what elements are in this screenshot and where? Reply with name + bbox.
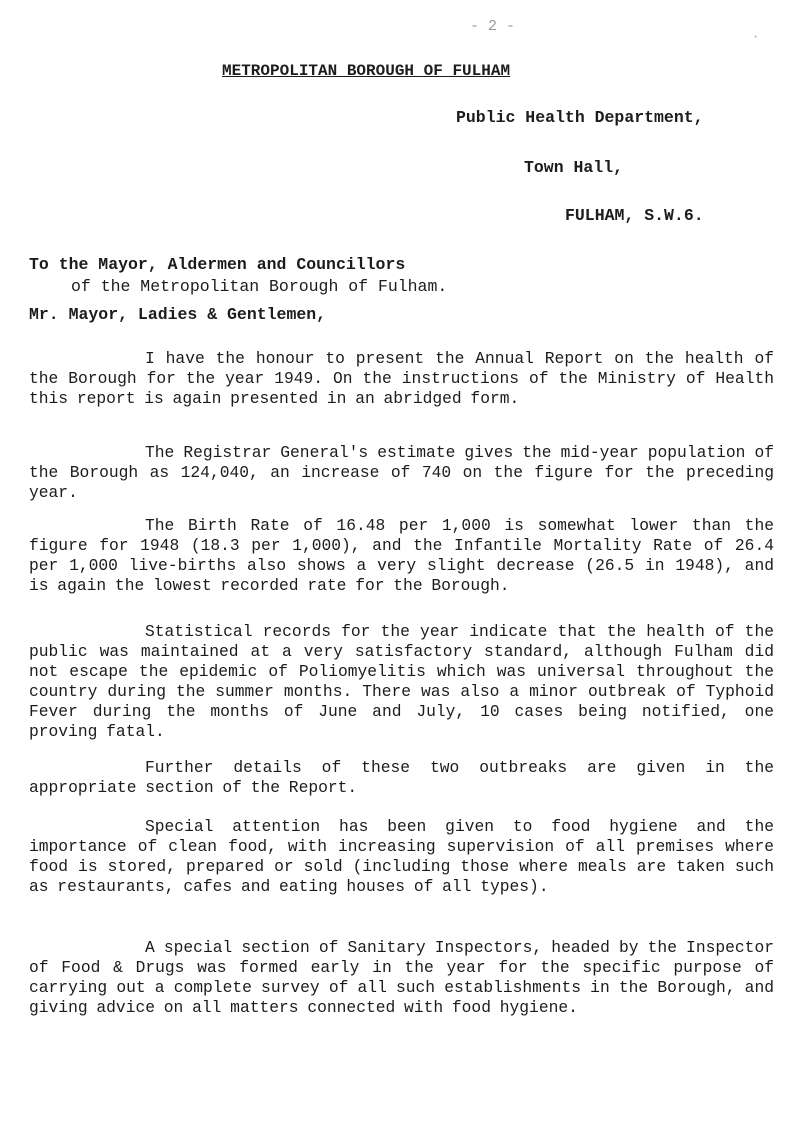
address-district: FULHAM, S.W.6. [565, 206, 704, 225]
paragraph-2: The Registrar General's estimate gives the mid-year population of the Borough as 124,040, an increase of 740 on the figure for the preceding year. [29, 443, 774, 502]
report-heading: METROPOLITAN BOROUGH OF FULHAM [222, 62, 511, 80]
page-number: - 2 - [470, 18, 516, 35]
address-building: Town Hall, [524, 158, 624, 177]
addressee-line-1: To the Mayor, Aldermen and Councillors [29, 255, 406, 274]
paragraph-1: I have the honour to present the Annual Report on the health of the Borough for the year 1949. On the instructions of the Ministry of Health this report is again presented in an abridged form. [29, 349, 774, 408]
corner-mark: · [752, 30, 760, 44]
paragraph-3: The Birth Rate of 16.48 per 1,000 is somewhat lower than the figure for 1948 (18.3 per 1,000), and the Infantile Mortality Rate of 26.4 per 1,000 live-births also shows a very slight decrease (26.5 in 1948), and is again the lowest recorded rate for the Borough. [29, 516, 774, 595]
paragraph-5: Further details of these two outbreaks are given in the appropriate section of the Report. [29, 758, 774, 797]
paragraph-7: A special section of Sanitary Inspectors, headed by the Inspector of Food & Drugs was formed early in the year for the specific purpose of carrying out a complete survey of all such establishments in the Borough, and giving advice on all matters connected with food hygiene. [29, 938, 774, 1017]
paragraph-6: Special attention has been given to food hygiene and the importance of clean food, with increasing supervision of all premises where food is stored, prepared or sold (including those where meals are taken such as restaurants, cafes and eating houses of all types). [29, 817, 774, 896]
greeting: Mr. Mayor, Ladies & Gentlemen, [29, 305, 327, 324]
addressee-block [29, 254, 447, 298]
address-department: Public Health Department, [456, 108, 704, 127]
addressee-line-2: of the Metropolitan Borough of Fulham. [71, 277, 448, 296]
paragraph-4: Statistical records for the year indicate that the health of the public was maintained at a very satisfactory standard, although Fulham did not escape the epidemic of Poliomyelitis which was universal throughout the country during the summer months. There was also a minor outbreak of Typhoid Fever during the months of June and July, 10 cases being notified, one proving fatal. [29, 622, 774, 741]
